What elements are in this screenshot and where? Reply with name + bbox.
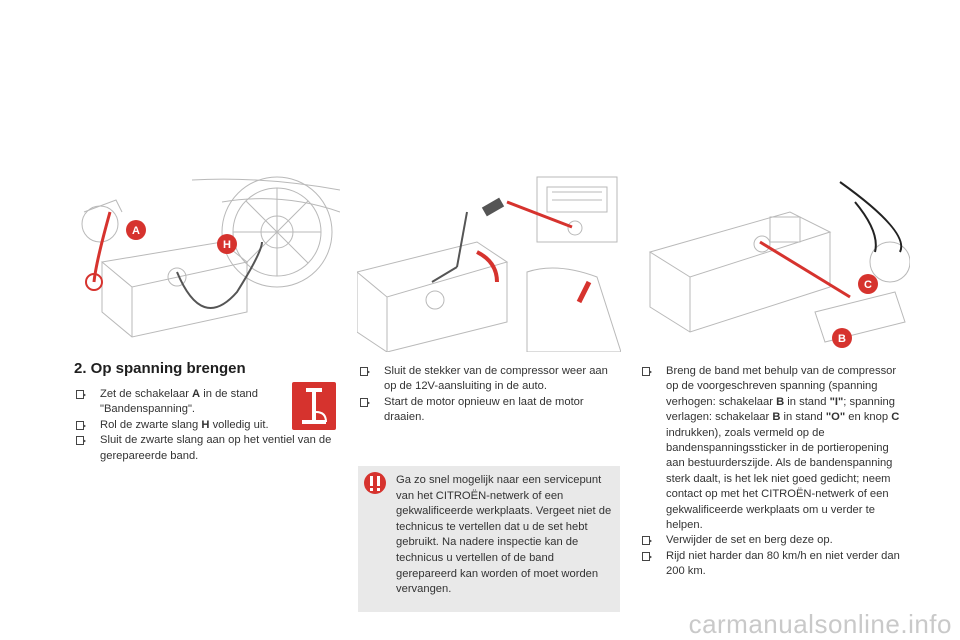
list-item: Sluit de zwarte slang aan op het ventiel van de gerepareerde band. <box>76 433 338 464</box>
bullet-arrow-icon <box>76 421 84 430</box>
label-b: B <box>838 333 846 345</box>
illustration-12v-socket <box>357 172 621 352</box>
illustration-compressor-wheel <box>72 172 340 352</box>
column3-list <box>642 364 910 580</box>
bullet-arrow-icon <box>642 367 650 376</box>
warning-icon <box>364 472 386 494</box>
list-item: Breng de band met behulp van de compressor op de voorgeschreven spanning (spanning verhogen: schakelaar B in stand "I"; spanning verlagen: schakelaar B in stand "O" en knop C indrukken), zoals vermeld op de bandenspanningssticker in de portieropening aan bestuurderszijde. Als de bandenspanning sterk daalt, is het lek niet goed gedicht; neem contact op met het CITROËN-netwerk of een gekwalificeerde werkplaats om u verder te helpen. <box>642 364 910 533</box>
list-item: Zet de schakelaar A in de stand "Bandenspanning". <box>76 387 338 418</box>
bullet-arrow-icon <box>76 436 84 445</box>
bullet-arrow-icon <box>360 398 368 407</box>
label-c: C <box>864 279 872 291</box>
warning-text: Ga zo snel mogelijk naar een servicepunt van het CITROËN-netwerk of een gekwalificeerde werkplaats. Vergeet niet de technicus te vertellen dat u de set hebt gebruikt. Na nadere inspectie kan de technicus u vertellen of de band gerepareerd kan worden of moet worden vervangen. <box>396 474 612 596</box>
section-heading: 2. Op spanning brengen <box>74 360 246 377</box>
label-a: A <box>132 225 140 237</box>
bullet-arrow-icon <box>642 552 650 561</box>
bullet-arrow-icon <box>360 367 368 376</box>
column2-list <box>360 364 608 426</box>
bullet-arrow-icon <box>76 390 84 399</box>
watermark: carmanualsonline.info <box>688 609 952 639</box>
list-item: Rijd niet harder dan 80 km/h en niet verder dan 200 km. <box>642 549 910 580</box>
list-item: Verwijder de set en berg deze op. <box>642 533 910 548</box>
warning-callout <box>358 466 620 612</box>
list-item: Rol de zwarte slang H volledig uit. <box>76 418 338 433</box>
bullet-arrow-icon <box>642 536 650 545</box>
list-item: Sluit de stekker van de compressor weer aan op de 12V-aansluiting in de auto. <box>360 364 608 395</box>
list-item: Start de motor opnieuw en laat de motor draaien. <box>360 395 608 426</box>
label-h: H <box>223 239 231 251</box>
illustration-compressor-switches <box>640 172 910 352</box>
pump-icon <box>292 382 336 430</box>
